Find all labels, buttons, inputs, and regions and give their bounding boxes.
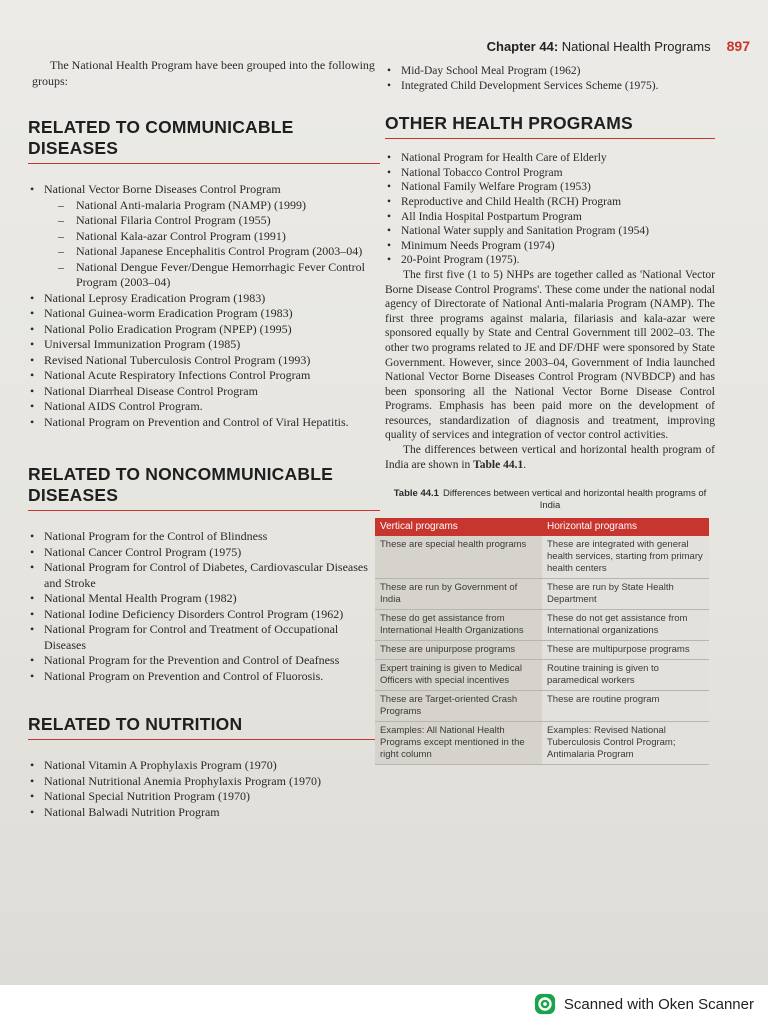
scanner-text: Scanned with Oken Scanner xyxy=(563,995,754,1013)
table-cell: Routine training is given to paramedical workers xyxy=(542,660,709,691)
continued-list xyxy=(385,64,715,93)
list-item: • National Diarrheal Disease Control Program xyxy=(28,384,380,400)
list-item: • National Iodine Deficiency Disorders Control Program (1962) xyxy=(28,607,380,623)
list-item: • Minimum Needs Program (1974) xyxy=(385,239,715,254)
right-column xyxy=(380,64,715,765)
table-row xyxy=(375,641,709,660)
table-row xyxy=(375,722,709,765)
column-header-vertical: Vertical programs xyxy=(375,518,542,536)
table-row xyxy=(375,610,709,641)
list-item: • National Leprosy Eradication Program (1983) xyxy=(28,291,380,307)
table-row xyxy=(375,536,709,579)
intro-paragraph: The National Health Program have been grouped into the following groups: xyxy=(32,58,375,88)
communicable-list xyxy=(28,182,380,430)
list-item: • National Water supply and Sanitation Program (1954) xyxy=(385,224,715,239)
heading-communicable: RELATED TO COMMUNICABLE DISEASES xyxy=(28,117,380,164)
table-row xyxy=(375,579,709,610)
list-item: • National Vitamin A Prophylaxis Program (1970) xyxy=(28,758,380,774)
list-item: • National Guinea-worm Eradication Program (1983) xyxy=(28,306,380,322)
list-item: • National Mental Health Program (1982) xyxy=(28,591,380,607)
list-item: • Reproductive and Child Health (RCH) Program xyxy=(385,195,715,210)
table-cell: These are special health programs xyxy=(375,536,542,579)
list-item: • Revised National Tuberculosis Control Program (1993) xyxy=(28,353,380,369)
oken-scanner-logo-icon xyxy=(534,993,556,1015)
other-programs-list xyxy=(385,151,715,268)
running-header xyxy=(430,38,750,56)
chapter-title: Chapter 44: National Health Programs xyxy=(486,39,711,54)
list-item: • National Nutritional Anemia Prophylaxis Program (1970) xyxy=(28,774,380,790)
list-item: • National Family Welfare Program (1953) xyxy=(385,180,715,195)
heading-noncommunicable: RELATED TO NONCOMMUNICABLE DISEASES xyxy=(28,464,380,511)
list-item: • Universal Immunization Program (1985) xyxy=(28,337,380,353)
table-header-row xyxy=(375,518,709,536)
table-cell: These are multipurpose programs xyxy=(542,641,709,660)
list-item: • National Program for Health Care of Elderly xyxy=(385,151,715,166)
table-cell: These are integrated with general health services, starting from primary health centers xyxy=(542,536,709,579)
table-reference: Table 44.1 xyxy=(473,458,524,471)
table-cell: Expert training is given to Medical Officers with special incentives xyxy=(375,660,542,691)
table-cell: These do get assistance from International Health Organizations xyxy=(375,610,542,641)
list-item: • National Cancer Control Program (1975) xyxy=(28,545,380,561)
table-cell: Examples: All National Health Programs except mentioned in the right column xyxy=(375,722,542,765)
noncommunicable-list xyxy=(28,529,380,684)
comparison-table xyxy=(375,518,709,765)
table-cell: These do not get assistance from International organizations xyxy=(542,610,709,641)
column-header-horizontal: Horizontal programs xyxy=(542,518,709,536)
left-column xyxy=(28,58,380,820)
sub-list-item: – National Dengue Fever/Dengue Hemorrhagic Fever Control Program (2003–04) xyxy=(44,260,380,291)
table-cell: These are run by Government of India xyxy=(375,579,542,610)
table-cell: These are Target-oriented Crash Programs xyxy=(375,691,542,722)
table-caption: Table 44.1 Differences between vertical and horizontal health programs of India xyxy=(393,488,707,512)
table-cell: Examples: Revised National Tuberculosis Control Program; Antimalaria Program xyxy=(542,722,709,765)
list-item: • National Acute Respiratory Infections Control Program xyxy=(28,368,380,384)
nutrition-list xyxy=(28,758,380,820)
list-item: • National AIDS Control Program. xyxy=(28,399,380,415)
table-row xyxy=(375,660,709,691)
list-item: • National Polio Eradication Program (NPEP) (1995) xyxy=(28,322,380,338)
list-item: • National Program for Control and Treatment of Occupational Diseases xyxy=(28,622,380,653)
list-item: • National Program on Prevention and Control of Viral Hepatitis. xyxy=(28,415,380,431)
sub-list-item: – National Filaria Control Program (1955) xyxy=(44,213,380,229)
page-number: 897 xyxy=(726,38,750,54)
table-cell: These are run by State Health Department xyxy=(542,579,709,610)
scanner-badge xyxy=(534,993,754,1015)
sub-list-item: – National Japanese Encephalitis Control Program (2003–04) xyxy=(44,244,380,260)
list-item: • National Program on Prevention and Control of Fluorosis. xyxy=(28,669,380,685)
list-item: • National Special Nutrition Program (1970) xyxy=(28,789,380,805)
table-row xyxy=(375,691,709,722)
list-item: • National Vector Borne Diseases Control Program – National Anti-malaria Program (NAMP) (1999) – National Filaria Control Program (1955) – National Kala-azar Control Program (1991) – National Japanese Encephalitis Control Program (2003–04) – National Dengue Fever/Dengue Hemorrhagic Fever Control Program (2003–04) xyxy=(28,182,380,291)
table-cell: These are unipurpose programs xyxy=(375,641,542,660)
list-item: • Mid-Day School Meal Program (1962) xyxy=(385,64,715,79)
list-item: • National Program for the Prevention and Control of Deafness xyxy=(28,653,380,669)
body-paragraph: The first five (1 to 5) NHPs are together called as 'National Vector Borne Disease Control Programs'. These come under the national nodal agency of Directorate of National Anti-malaria Program (NAMP). The first three programs against malaria, filariasis and kala-azar were sponsored equally by State and Central Government till 2002–03. The other two programs related to JE and DF/DHF were sponsored by State Government. However, since 2003–04, Government of India launched National Vector Borne Diseases Control Program (NVBDCP) and has been sponsoring all the National Vector Borne Disease Control Programs. Emphasis has been paid more on the development of resources, standardization of diagnosis and treatment, improving quality of services and integration of vector control activities. xyxy=(385,268,715,442)
list-item: • National Balwadi Nutrition Program xyxy=(28,805,380,821)
vector-borne-sublist xyxy=(44,198,380,291)
scanner-footer xyxy=(0,985,768,1024)
table-reference-paragraph: The differences between vertical and horizontal health program of India are shown in Table 44.1. xyxy=(385,444,715,471)
sub-list-item: – National Anti-malaria Program (NAMP) (1999) xyxy=(44,198,380,214)
heading-other-programs: OTHER HEALTH PROGRAMS xyxy=(385,113,715,139)
sub-list-item: – National Kala-azar Control Program (1991) xyxy=(44,229,380,245)
list-item: • National Program for the Control of Blindness xyxy=(28,529,380,545)
list-item: • Integrated Child Development Services Scheme (1975). xyxy=(385,79,715,94)
list-item: • National Program for Control of Diabetes, Cardiovascular Diseases and Stroke xyxy=(28,560,380,591)
list-item: • All India Hospital Postpartum Program xyxy=(385,210,715,225)
list-item: • National Tobacco Control Program xyxy=(385,166,715,181)
heading-nutrition: RELATED TO NUTRITION xyxy=(28,714,380,740)
table-cell: These are routine program xyxy=(542,691,709,722)
list-item: • 20-Point Program (1975). xyxy=(385,253,715,268)
